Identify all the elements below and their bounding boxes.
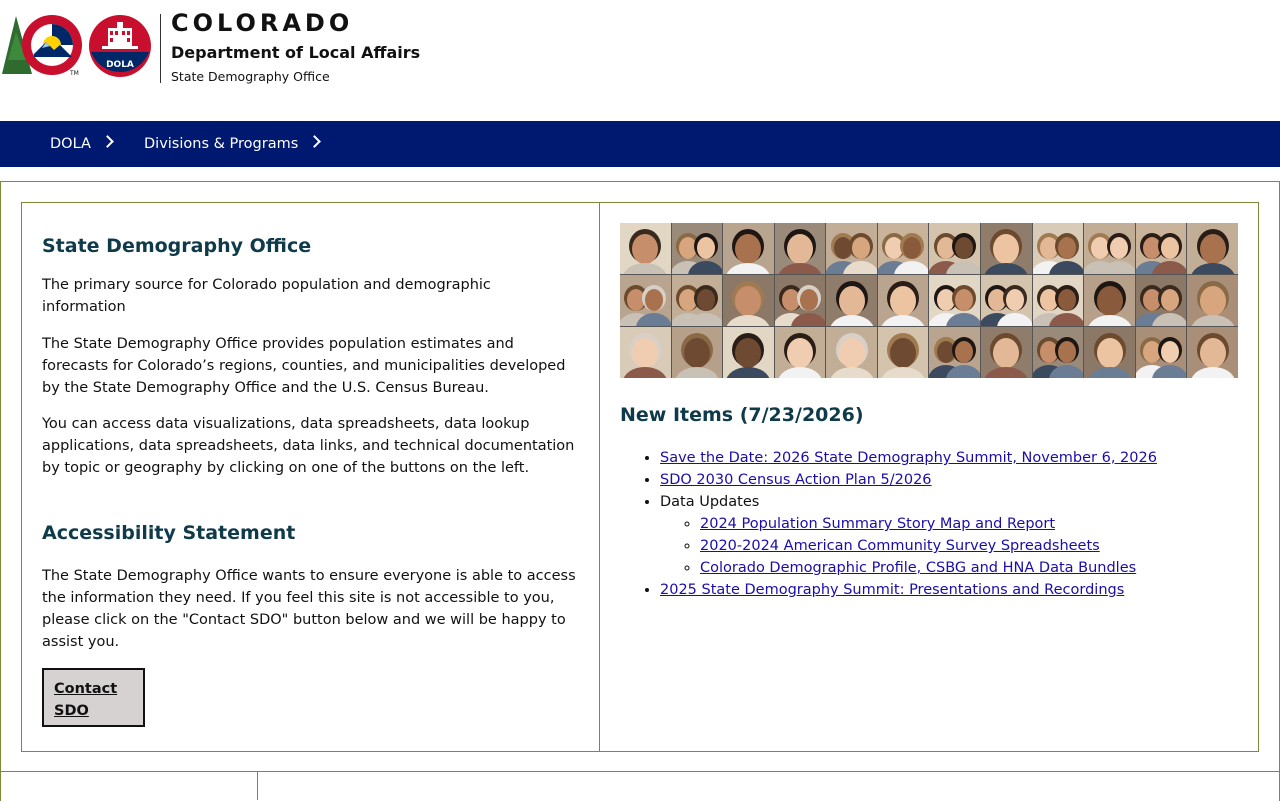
photo-face <box>1200 286 1226 316</box>
photo-face <box>697 237 715 259</box>
news-link-summit-2026[interactable]: Save the Date: 2026 State Demography Summit, November 6, 2026 <box>660 450 1157 466</box>
photo-face <box>839 338 865 368</box>
photo-tile <box>826 327 877 378</box>
list-item <box>660 447 1240 469</box>
photo-face <box>787 338 813 368</box>
photo-tile <box>826 223 877 274</box>
breadcrumb-nav <box>0 121 1280 167</box>
photo-tile <box>981 275 1032 326</box>
photo-face <box>800 289 818 311</box>
photo-tile <box>1033 223 1084 274</box>
access-instructions: You can access data visualizations, data spreadsheets, data lookup applications, data spreadsheets, data links, and technical documentation by topic or geography by clicking on one of the buttons on the left. <box>42 416 575 476</box>
photo-tile <box>672 275 723 326</box>
photo-face <box>1200 234 1226 264</box>
photo-shoulders <box>1088 367 1132 378</box>
photo-face <box>787 234 813 264</box>
photo-shoulders <box>830 367 874 378</box>
photo-shoulders <box>726 315 770 326</box>
photo-tile <box>1033 275 1084 326</box>
photo-tile <box>672 223 723 274</box>
photo-tile <box>723 275 774 326</box>
contact-sdo-button[interactable]: Contact SDO <box>42 668 145 727</box>
photo-tile <box>620 327 671 378</box>
photo-face <box>1058 289 1076 311</box>
photo-tile <box>1136 327 1187 378</box>
photo-tile <box>1084 223 1135 274</box>
news-link-population-summary[interactable]: 2024 Population Summary Story Map and Report <box>700 516 1056 532</box>
photo-shoulders <box>830 315 874 326</box>
dola-badge-text: DOLA <box>106 60 134 70</box>
nav-item-label: Divisions & Programs <box>144 136 299 152</box>
photo-tile <box>878 327 929 378</box>
photo-face <box>955 341 973 363</box>
photo-shoulders <box>1088 315 1132 326</box>
photo-shoulders <box>623 367 667 378</box>
photo-tile <box>929 327 980 378</box>
photo-shoulders <box>778 263 822 274</box>
photo-tile <box>723 327 774 378</box>
photo-tile <box>1084 275 1135 326</box>
dola-seal-icon[interactable] <box>88 14 152 78</box>
list-item <box>700 535 1240 557</box>
photo-shoulders <box>675 367 719 378</box>
brand-title[interactable]: COLORADO <box>171 9 354 37</box>
photo-tile <box>1187 327 1238 378</box>
photo-shoulders <box>984 367 1028 378</box>
news-link-demographic-profile[interactable]: Colorado Demographic Profile, CSBG and HNA Data Bundles <box>700 560 1137 576</box>
photo-shoulders <box>1191 315 1235 326</box>
nav-item-label: DOLA <box>50 136 91 152</box>
new-items-heading: New Items (7/23/2026) <box>620 404 864 426</box>
photo-tile <box>929 223 980 274</box>
page-title: State Demography Office <box>42 235 312 257</box>
site-header <box>0 0 1280 121</box>
photo-face <box>684 338 710 368</box>
photo-face <box>890 286 916 316</box>
trademark-label: TM <box>70 70 79 77</box>
photo-tile <box>1187 275 1238 326</box>
list-item <box>700 557 1240 579</box>
data-updates-label: Data Updates <box>660 494 760 510</box>
photo-tile <box>1084 327 1135 378</box>
photo-shoulders <box>984 263 1028 274</box>
accessibility-heading: Accessibility Statement <box>42 522 296 544</box>
photo-tile <box>826 275 877 326</box>
photo-shoulders <box>778 367 822 378</box>
photo-tile <box>775 223 826 274</box>
photo-shoulders <box>1191 263 1235 274</box>
news-link-summit-2025[interactable]: 2025 State Demography Summit: Presentations and Recordings <box>660 582 1125 598</box>
column-divider <box>599 202 600 752</box>
photo-tile <box>878 223 929 274</box>
photo-tile <box>620 223 671 274</box>
photo-face <box>1058 341 1076 363</box>
new-items-list <box>620 447 1240 601</box>
photo-face <box>1097 286 1123 316</box>
list-item <box>660 491 1240 579</box>
list-item <box>660 579 1240 601</box>
photo-tile <box>672 327 723 378</box>
accessibility-text: The State Demography Office wants to ensure everyone is able to access the information they need. If you feel this site is not accessible to you, please click on the "Contact SDO" button below and we will be happy to assist you. <box>42 568 576 650</box>
photo-tile <box>775 275 826 326</box>
lower-section-divider <box>257 771 258 800</box>
photo-shoulders <box>881 315 925 326</box>
tagline: The primary source for Colorado population and demographic information <box>42 277 491 315</box>
nav-item-divisions-programs[interactable] <box>144 121 319 167</box>
colorado-logo-icon[interactable] <box>2 12 84 78</box>
people-photo-mosaic <box>620 223 1238 378</box>
list-item <box>660 469 1240 491</box>
photo-face <box>1058 237 1076 259</box>
lower-section-border <box>0 771 1280 772</box>
photo-tile <box>775 327 826 378</box>
photo-shoulders <box>726 367 770 378</box>
photo-tile <box>723 223 774 274</box>
photo-face <box>852 237 870 259</box>
photo-tile <box>929 275 980 326</box>
chevron-right-icon <box>308 135 321 148</box>
photo-tile <box>1136 275 1187 326</box>
photo-tile <box>981 223 1032 274</box>
photo-shoulders <box>623 263 667 274</box>
photo-face <box>839 286 865 316</box>
news-link-census-action-plan[interactable]: SDO 2030 Census Action Plan 5/2026 <box>660 472 932 488</box>
photo-face <box>1110 237 1128 259</box>
photo-face <box>697 289 715 311</box>
photo-tile <box>1187 223 1238 274</box>
photo-shoulders <box>881 367 925 378</box>
photo-tile <box>1136 223 1187 274</box>
photo-shoulders <box>726 263 770 274</box>
news-link-acs-spreadsheets[interactable]: 2020-2024 American Community Survey Spreadsheets <box>700 538 1100 554</box>
photo-face <box>890 338 916 368</box>
photo-tile <box>620 275 671 326</box>
photo-tile <box>878 275 929 326</box>
chevron-right-icon <box>101 135 114 148</box>
photo-face <box>1200 338 1226 368</box>
photo-face <box>955 237 973 259</box>
brand-subtitle[interactable]: Department of Local Affairs <box>171 43 421 62</box>
nav-item-dola[interactable] <box>50 121 112 167</box>
brand-office[interactable]: State Demography Office <box>171 69 330 84</box>
photo-face <box>1097 338 1123 368</box>
photo-tile <box>981 327 1032 378</box>
logo-divider <box>160 14 161 83</box>
list-item <box>700 513 1240 535</box>
description: The State Demography Office provides population estimates and forecasts for Colorado’s regions, counties, and municipalities developed by the State Demography Office and the U.S. Census Bureau. <box>42 336 566 396</box>
photo-shoulders <box>1191 367 1235 378</box>
photo-tile <box>1033 327 1084 378</box>
photo-face <box>955 289 973 311</box>
